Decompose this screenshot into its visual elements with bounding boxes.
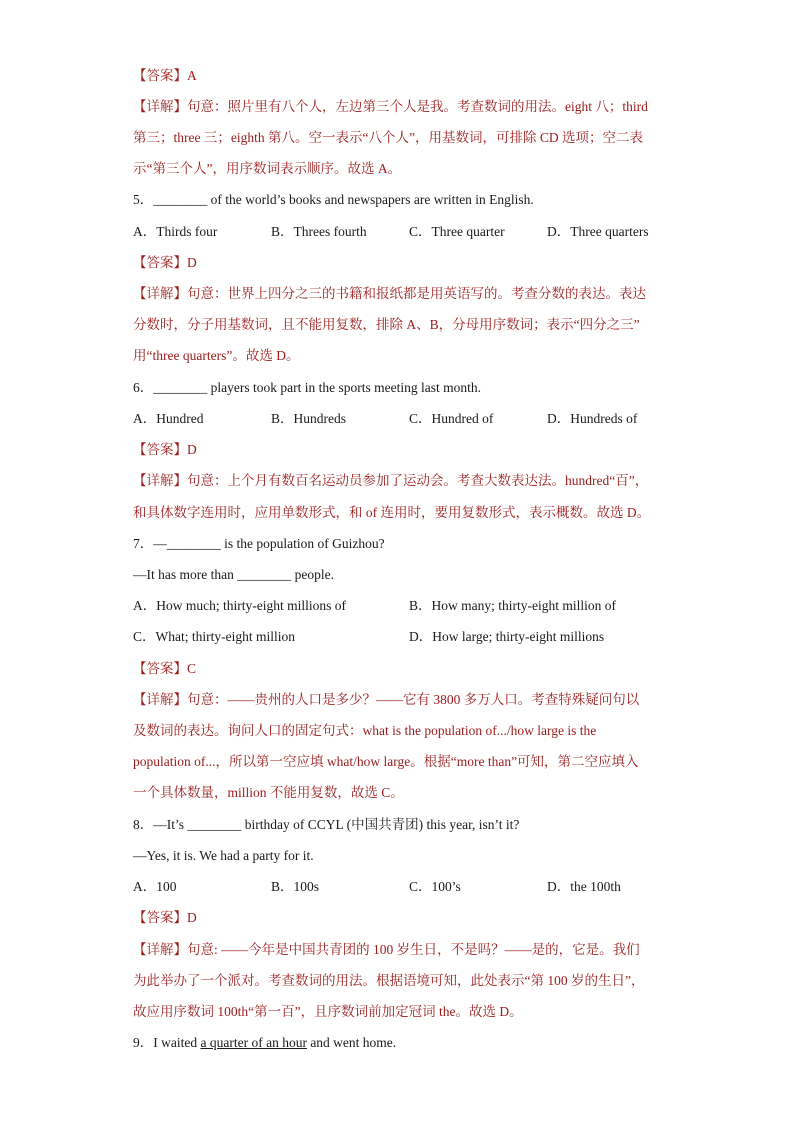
explanation-line: 一个具体数量，million 不能用复数，故选 C。 bbox=[133, 785, 404, 800]
underlined-phrase: a quarter of an hour bbox=[200, 1035, 307, 1050]
option-d: D．Hundreds of bbox=[547, 411, 638, 426]
option-b: B．Hundreds bbox=[271, 411, 346, 426]
question-stem: 6．________ players took part in the sports meeting last month. bbox=[133, 380, 481, 395]
options-row bbox=[133, 627, 733, 647]
question-stem: 5．________ of the world’s books and newspapers are written in English. bbox=[133, 192, 534, 207]
option-c: C．Three quarter bbox=[409, 224, 505, 239]
option-a: A．How much; thirty-eight millions of bbox=[133, 598, 346, 613]
question-stem: 8．—It’s ________ birthday of CCYL (中国共青团) this year, isn’t it? bbox=[133, 817, 520, 832]
explanation-line: 第三；three 三；eighth 第八。空一表示“八个人”，用基数词，可排除 CD 选项；空二表 bbox=[133, 130, 643, 145]
answer-label: 【答案】D bbox=[133, 255, 197, 270]
explanation-line: 【详解】句意：——贵州的人口是多少？——它有 3800 多万人口。考查特殊疑问句以 bbox=[133, 692, 640, 707]
answer-label: 【答案】D bbox=[133, 910, 197, 925]
question-stem: —Yes, it is. We had a party for it. bbox=[133, 848, 314, 863]
explanation-line: 示“第三个人”，用序数词表示顺序。故选 A。 bbox=[133, 161, 402, 176]
question-stem: —It has more than ________ people. bbox=[133, 567, 334, 582]
answer-label: 【答案】C bbox=[133, 661, 197, 676]
answer-label: 【答案】D bbox=[133, 442, 197, 457]
answer-label: 【答案】A bbox=[133, 68, 197, 83]
explanation-line: 分数时，分子用基数词，且不能用复数，排除 A、B，分母用序数词；表示“四分之三” bbox=[133, 317, 640, 332]
question-stem: 7．—________ is the population of Guizhou? bbox=[133, 536, 385, 551]
stem-suffix: and went home. bbox=[306, 1035, 397, 1050]
explanation-line: 【详解】句意: ——今年是中国共青团的 100 岁生日，不是吗？——是的，它是。我们 bbox=[133, 942, 640, 957]
options-row bbox=[133, 596, 733, 616]
option-c: C．100’s bbox=[409, 879, 461, 894]
option-a: A．Hundred bbox=[133, 411, 204, 426]
option-b: B．Threes fourth bbox=[271, 224, 367, 239]
options-row bbox=[133, 222, 733, 242]
explanation-line: population of...，所以第一空应填 what/how large。根据“more than”可知，第二空应填入 bbox=[133, 754, 639, 769]
explanation-line: 【详解】句意：上个月有数百名运动员参加了运动会。考查大数表达法。hundred“百”， bbox=[133, 473, 649, 488]
options-row bbox=[133, 409, 733, 429]
option-d: D．How large; thirty-eight millions bbox=[409, 629, 605, 644]
question-stem bbox=[133, 1033, 396, 1053]
stem-prefix: 9．I waited bbox=[133, 1035, 201, 1050]
options-row bbox=[133, 877, 733, 897]
explanation-line: 及数词的表达。询问人口的固定句式：what is the population of.../how large is the bbox=[133, 723, 597, 738]
explanation-line: 故应用序数词 100th“第一百”，且序数词前加定冠词 the。故选 D。 bbox=[133, 1004, 523, 1019]
option-a: A．Thirds four bbox=[133, 224, 218, 239]
explanation-line: 为此举办了一个派对。考查数词的用法。根据语境可知，此处表示“第 100 岁的生日”， bbox=[133, 973, 645, 988]
option-a: A．100 bbox=[133, 879, 177, 894]
option-c: C．What; thirty-eight million bbox=[133, 629, 295, 644]
explanation-line: 【详解】句意：世界上四分之三的书籍和报纸都是用英语写的。考查分数的表达。表达 bbox=[133, 286, 646, 301]
explanation-line: 和具体数字连用时，应用单数形式，和 of 连用时，要用复数形式，表示概数。故选 D。 bbox=[133, 505, 651, 520]
option-b: B．100s bbox=[271, 879, 320, 894]
explanation-line: 用“three quarters”。故选 D。 bbox=[133, 348, 300, 363]
explanation-line: 【详解】句意：照片里有八个人，左边第三个人是我。考查数词的用法。eight 八；third bbox=[133, 99, 648, 114]
option-c: C．Hundred of bbox=[409, 411, 494, 426]
option-b: B．How many; thirty-eight million of bbox=[409, 598, 616, 613]
option-d: D．the 100th bbox=[547, 879, 621, 894]
option-d: D．Three quarters bbox=[547, 224, 649, 239]
